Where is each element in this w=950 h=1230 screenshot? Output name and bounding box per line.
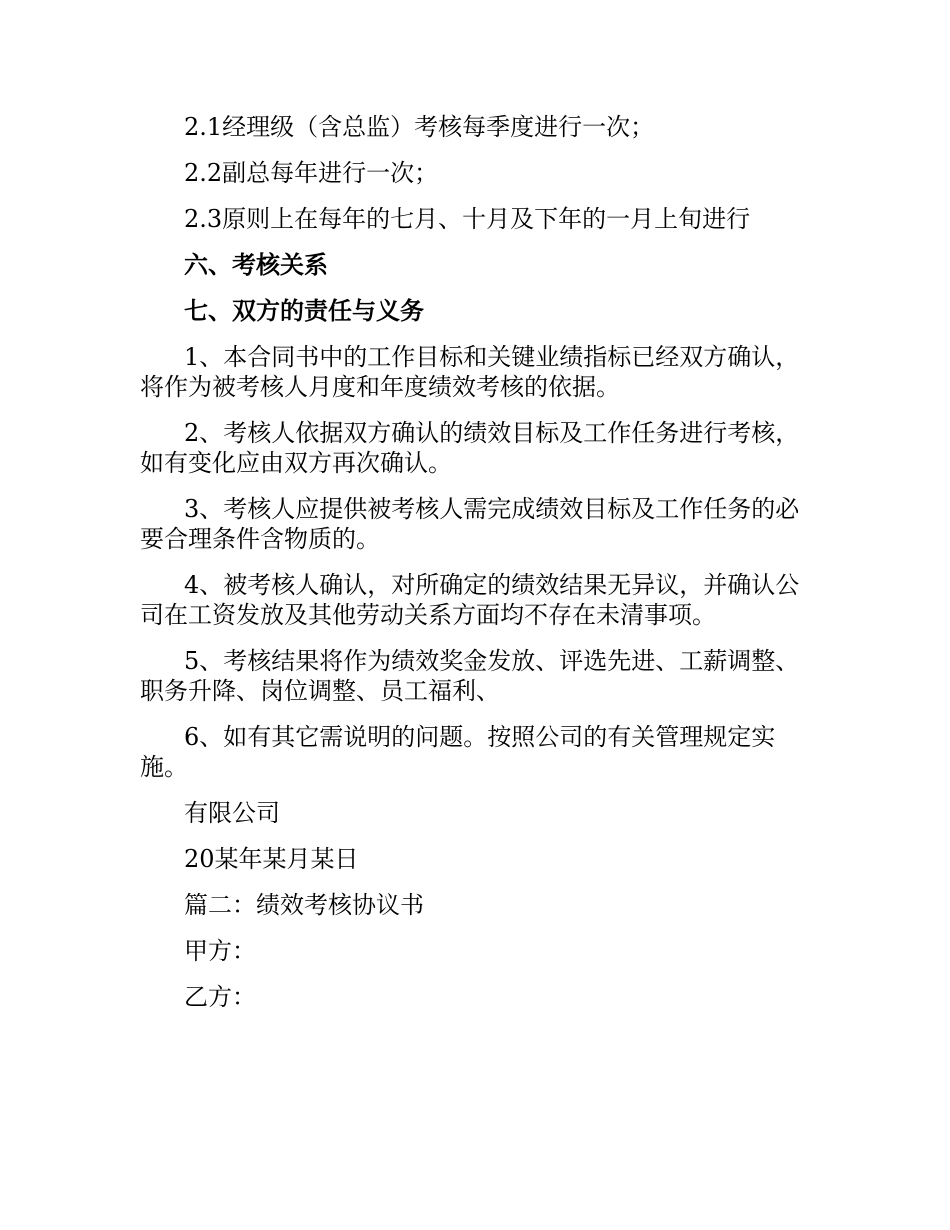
party-b-label: 乙方： [184, 983, 256, 1011]
document-date: 20某年某月某日 [184, 845, 359, 873]
section-heading-7: 七、双方的责任与义务 [184, 296, 424, 325]
clause-2-3: 2.3原则上在每年的七月、十月及下年的一月上旬进行 [184, 205, 751, 233]
clause-2-1: 2.1经理级（含总监）考核每季度进行一次； [184, 113, 655, 141]
section-heading-6: 六、考核关系 [184, 250, 328, 279]
paragraph-1: 1、本合同书中的工作目标和关键业绩指标已经双方确认，将作为被考核人月度和年度绩效考核的依据。 [140, 343, 800, 401]
clause-2-2: 2.2副总每年进行一次； [184, 159, 439, 187]
document-body [140, 112, 812, 1028]
paragraph-3: 3、考核人应提供被考核人需完成绩效目标及工作任务的必要合理条件含物质的。 [140, 495, 800, 553]
paragraph-5: 5、考核结果将作为绩效奖金发放、评选先进、工薪调整、职务升降、岗位调整、员工福利、 [140, 647, 800, 705]
company-name: 有限公司 [184, 799, 280, 827]
paragraph-4: 4、被考核人确认，对所确定的绩效结果无异议，并确认公司在工资发放及其他劳动关系方面均不存在未清事项。 [140, 571, 800, 629]
party-a-label: 甲方： [184, 937, 256, 965]
paragraph-6: 6、如有其它需说明的问题。按照公司的有关管理规定实施。 [140, 723, 776, 781]
section-title: 篇二：绩效考核协议书 [184, 891, 424, 919]
paragraph-2: 2、考核人依据双方确认的绩效目标及工作任务进行考核，如有变化应由双方再次确认。 [140, 419, 800, 477]
